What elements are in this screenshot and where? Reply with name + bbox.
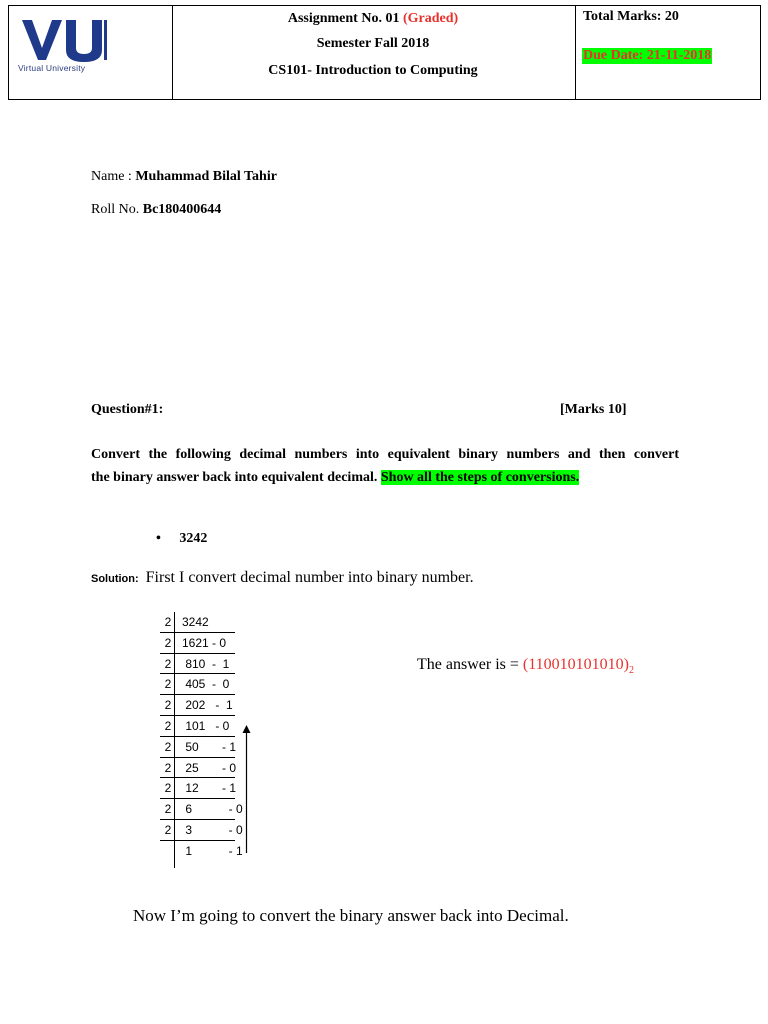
marks-cell [576,6,760,99]
division-remainder: - 1 [212,739,237,754]
solution-label: Solution: [91,573,139,585]
question-text-line1: Convert the following decimal numbers into equivalent binary numbers and then convert [91,447,679,462]
semester-label: Semester Fall 2018 [316,36,430,51]
division-quotient: 3242 [182,615,209,629]
logo-cell [9,6,173,99]
division-divisor: 2 [164,823,172,837]
division-remainder: - 1 [212,781,237,796]
division-remainder: - 0 [212,823,243,837]
name-label: Name : [91,169,136,184]
total-marks: Total Marks: 20 [583,9,679,24]
question-text-line2-body: the binary answer back into equivalent decimal. [91,470,381,485]
division-remainder: - 1 [212,843,243,858]
division-quotient: 1621 [182,635,209,650]
answer-base: 2 [628,665,634,677]
division-divisor: 2 [164,698,172,713]
division-remainder: - 1 [212,698,233,713]
division-remainder: - 0 [212,677,230,692]
assignment-title [172,11,574,27]
graded-label: (Graded) [402,11,459,26]
header-table [8,5,761,100]
bullet-item [156,531,207,547]
vu-logo-icon [18,14,108,66]
title-cell [173,6,576,99]
division-quotient: 12 [182,781,199,796]
division-quotient: 1 [182,843,193,858]
division-remainder: - 1 [212,656,230,671]
assignment-label: Assignment No. 01 [287,11,403,26]
answer-line [417,656,634,676]
division-quotient: 810 [182,656,206,671]
bullet-value: 3242 [179,531,208,546]
name-value: Muhammad Bilal Tahir [135,169,277,184]
bullet-icon: • [156,531,161,546]
answer-value: (110010101010) [522,656,629,673]
question-text-line2 [91,466,679,489]
course-label: CS101- Introduction to Computing [268,63,478,78]
due-date: Due Date: 21-11-2018 [583,48,712,63]
division-quotient: 202 [182,698,206,713]
division-quotient: 101 [182,719,206,733]
division-divisor: 2 [164,677,172,692]
solution-intro: First I convert decimal number into binary number. [145,569,474,586]
roll-label: Roll No. [91,202,143,217]
student-name [91,169,277,185]
division-quotient: 6 [182,802,193,817]
division-divisor: 2 [164,719,172,733]
division-divisor: 2 [164,739,172,754]
solution-line [91,569,474,587]
division-quotient: 50 [182,739,199,754]
next-step-text: Now I’m going to convert the binary answer back into Decimal. [133,906,569,925]
division-divisor: 2 [164,656,172,671]
division-quotient: 25 [182,760,199,775]
student-roll [91,202,221,218]
highlight-text: Show all the steps of conversions. [380,470,580,485]
division-divisor: 2 [164,781,172,796]
question-marks: [Marks 10] [560,402,627,417]
up-arrow-icon [240,723,254,855]
division-remainder: - 0 [212,635,227,650]
answer-label: The answer is = [417,656,523,673]
division-remainder: - 0 [212,802,243,817]
division-remainder: - 0 [212,760,237,775]
division-quotient: 405 [182,677,206,692]
division-divisor: 2 [164,635,172,650]
question-title: Question#1: [91,402,164,417]
division-quotient: 3 [182,823,193,837]
division-divisor: 2 [164,802,172,817]
question-text [91,443,679,489]
division-remainder: - 0 [212,719,230,733]
division-divisor: 2 [164,760,172,775]
roll-value: Bc180400644 [142,202,222,217]
division-divisor: 2 [164,615,172,629]
logo-subtitle: Virtual University [18,63,86,73]
